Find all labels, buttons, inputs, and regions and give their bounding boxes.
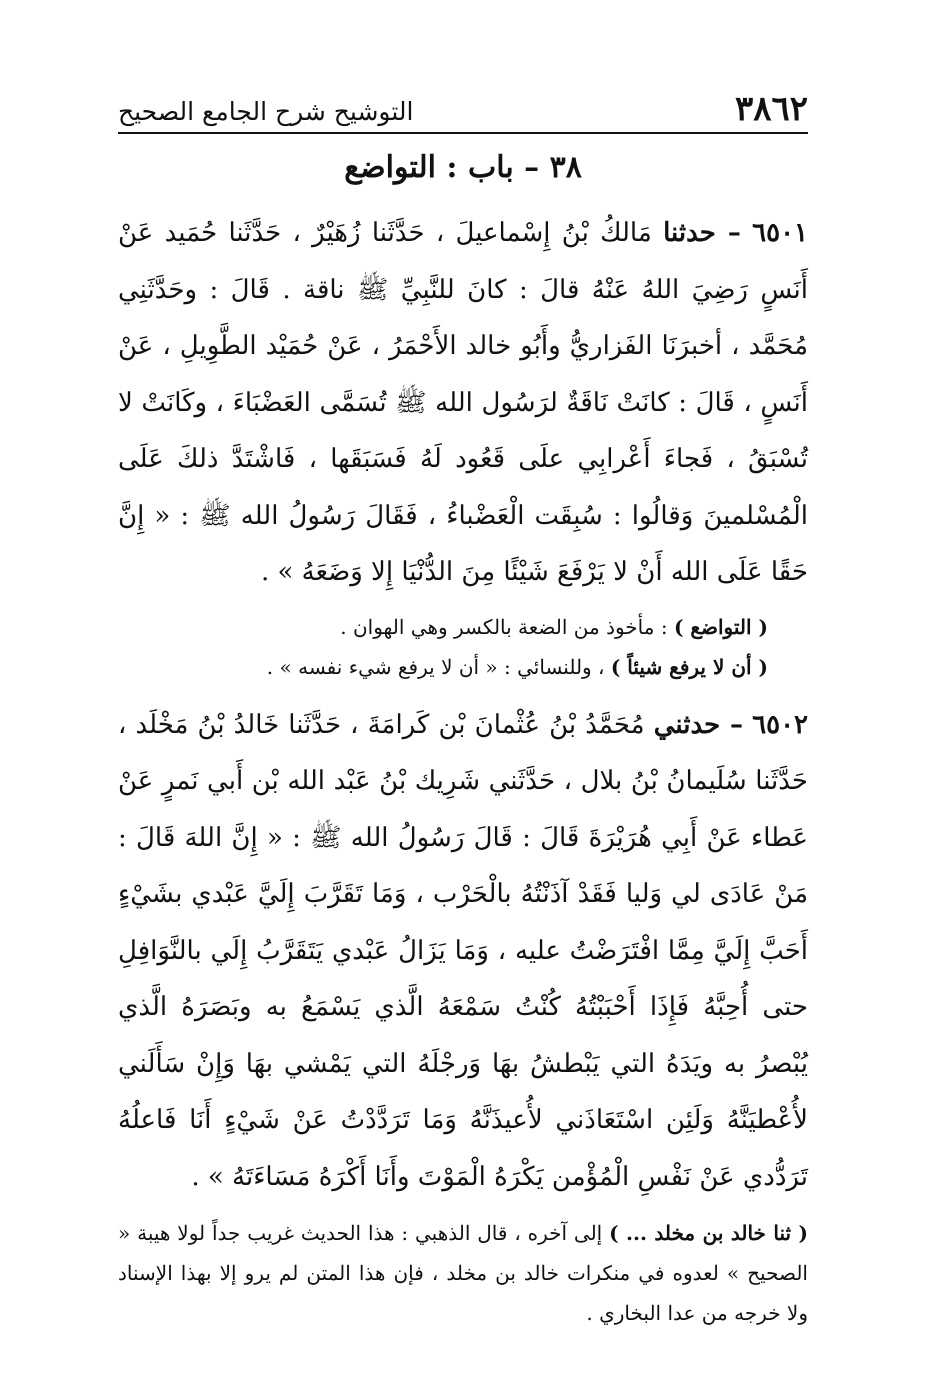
note-term: ( ثنا خالد بن مخلد ... ) — [609, 1221, 808, 1245]
hadith-number: ٦٥٠١ — [752, 218, 808, 248]
note-term: ( التواضع ) — [673, 614, 768, 639]
commentary-note — [118, 607, 808, 647]
running-title: التوشيح شرح الجامع الصحيح — [118, 97, 414, 126]
page-number: ٣٨٦٢ — [734, 89, 808, 129]
note-text: : مأخوذ من الضعة بالكسر وهي الهوان . — [340, 614, 674, 639]
page-body — [118, 205, 808, 1333]
hadith-number: ٦٥٠٢ — [752, 709, 809, 740]
hadith-text: مَالكُ بْنُ إِسْماعيلَ ، حَدَّثَنا زُهَيْرٌ ، حَدَّثَنا حُمَيد عَنْ أَنَسٍ رَضِيَ اللهُ عَنْهُ قالَ : كانَ للنَّبِيِّ ﷺ ناقة . قَالَ : وحَدَّثَنِي مُحَمَّد ، أخبرَنَا الفَزاريُّ وأَبُو خالد الأَحْمَرُ ، عَنْ حُمَيْد الطَّوِيلِ ، عَنْ أَنَسٍ ، قَالَ : كانَتْ نَاقَةٌ لرَسُول الله ﷺ تُسَمَّى العَضْبَاءَ ، وكَانَتْ لا تُسْبَقُ ، فَجاءَ أَعْرابِي علَى قَعُود لَهُ فَسَبَقَها ، فَاشْتَدَّ ذلكَ عَلَى الْمُسْلمينَ وَقالُوا : سُبِقَت الْعَضْباءُ ، فَقَالَ رَسُولُ الله ﷺ : « إِنَّ حَقًا عَلَى الله أَنْ لا يَرْفَعَ شَيْئًا مِنَ الدُّنْيَا إِلا وَضَعَهُ » . — [118, 218, 808, 587]
chapter-title: ٣٨ – باب : التواضع — [344, 150, 582, 185]
hadith-6501: ٦٥٠١ – حدثنا مَالكُ بْنُ إِسْماعيلَ ، حَدَّثَنا زُهَيْرٌ ، حَدَّثَنا حُمَيد عَنْ أَنَسٍ رَضِيَ اللهُ عَنْهُ قالَ : كانَ للنَّبِيِّ ﷺ ناقة . قَالَ : وحَدَّثَنِي مُحَمَّد ، أخبرَنَا الفَزاريُّ وأَبُو خالد الأَحْمَرُ ، عَنْ حُمَيْد الطَّوِيلِ ، عَنْ أَنَسٍ ، قَالَ : كانَتْ نَاقَةٌ لرَسُول الله ﷺ تُسَمَّى العَضْبَاءَ ، وكَانَتْ لا تُسْبَقُ ، فَجاءَ أَعْرابِي علَى قَعُود لَهُ فَسَبَقَها ، فَاشْتَدَّ ذلكَ عَلَى الْمُسْلمينَ وَقالُوا : سُبِقَت الْعَضْباءُ ، فَقَالَ رَسُولُ الله ﷺ : « إِنَّ حَقًا عَلَى الله أَنْ لا يَرْفَعَ شَيْئًا مِنَ الدُّنْيَا إِلا وَضَعَهُ » . — [118, 218, 808, 587]
page-header — [118, 84, 808, 134]
hadith-label: حدثنا — [663, 218, 716, 248]
hadith-label: حدثني — [653, 709, 721, 740]
note-term: ( أن لا يرفع شيئاً ) — [610, 654, 768, 679]
note-text: إلى آخره ، قال الذهبي : هذا الحديث غريب جداً لولا هيبة « الصحيح » لعدوه في منكرات خالد بن مخلد ، فإن هذا المتن لم يرو إلا بهذا الإسناد ولا خرجه من عدا البخاري . — [118, 1221, 808, 1325]
note-text: ، وللنسائي : « أن لا يرفع شيء نفسه » . — [266, 654, 611, 679]
hadith-6502: ٦٥٠٢ – حدثني مُحَمَّدُ بْنُ عُثْمانَ بْن كَرامَةَ ، حَدَّثَنا خَالدُ بْنُ مَخْلَد ، حَدَّثَنا سُلَيمانُ بْنُ بلال ، حَدَّثَني شَرِيك بْنُ عَبْد الله بْن أَبي نَمرٍ عَنْ عَطاء عَنْ أَبِي هُرَيْرَةَ قَالَ : قَالَ رَسُولُ الله ﷺ : « إِنَّ اللهَ قَالَ : مَنْ عَادَى لي وَليا فَقَدْ آذَنْتُهُ بالْحَرْب ، وَمَا تَقَرَّبَ إِلَيَّ عَبْدي بشَيْءٍ أَحَبَّ إِلَيَّ مِمَّا افْتَرَضْتُ عليه ، وَمَا يَزَالُ عَبْدي يَتَقَرَّبُ إِلَي بالنَّوَافِلِ حتى أُحِبَّهُ فَإِذَا أَحْبَبْتُهُ كُنْتُ سَمْعَهُ الَّذي يَسْمَعُ به وبَصَرَهُ الَّذي يُبْصرُ به ويَدَهُ التي يَبْطشُ بهَا وَرجْلَهُ التي يَمْشي بهَا وَإِنْ سَأَلَني لأُعْطيَنَّهُ وَلَئِن اسْتَعَاذَني لأُعيذَنَّهُ وَمَا تَرَدَّدْتُ عَنْ شَيْءٍ أَنَا فَاعلُهُ تَرَدُّدي عَنْ نَفْسِ الْمُؤْمن يَكْرَهُ الْمَوْتَ وأَنَا أَكْرَهُ مَسَاءَتَهُ » . — [118, 709, 809, 1192]
hadith-text: مُحَمَّدُ بْنُ عُثْمانَ بْن كَرامَةَ ، حَدَّثَنا خَالدُ بْنُ مَخْلَد ، حَدَّثَنا سُلَيمانُ بْنُ بلال ، حَدَّثَني شَرِيك بْنُ عَبْد الله بْن أَبي نَمرٍ عَنْ عَطاء عَنْ أَبِي هُرَيْرَةَ قَالَ : قَالَ رَسُولُ الله ﷺ : « إِنَّ اللهَ قَالَ : مَنْ عَادَى لي وَليا فَقَدْ آذَنْتُهُ بالْحَرْب ، وَمَا تَقَرَّبَ إِلَيَّ عَبْدي بشَيْءٍ أَحَبَّ إِلَيَّ مِمَّا افْتَرَضْتُ عليه ، وَمَا يَزَالُ عَبْدي يَتَقَرَّبُ إِلَي بالنَّوَافِلِ حتى أُحِبَّهُ فَإِذَا أَحْبَبْتُهُ كُنْتُ سَمْعَهُ الَّذي يَسْمَعُ به وبَصَرَهُ الَّذي يُبْصرُ به ويَدَهُ التي يَبْطشُ بهَا وَرجْلَهُ التي يَمْشي بهَا وَإِنْ سَأَلَني لأُعْطيَنَّهُ وَلَئِن اسْتَعَاذَني لأُعيذَنَّهُ وَمَا تَرَدَّدْتُ عَنْ شَيْءٍ أَنَا فَاعلُهُ تَرَدُّدي عَنْ نَفْسِ الْمُؤْمن يَكْرَهُ الْمَوْتَ وأَنَا أَكْرَهُ مَسَاءَتَهُ » . — [118, 709, 808, 1192]
commentary-note — [118, 647, 808, 687]
commentary-note — [118, 1213, 808, 1333]
